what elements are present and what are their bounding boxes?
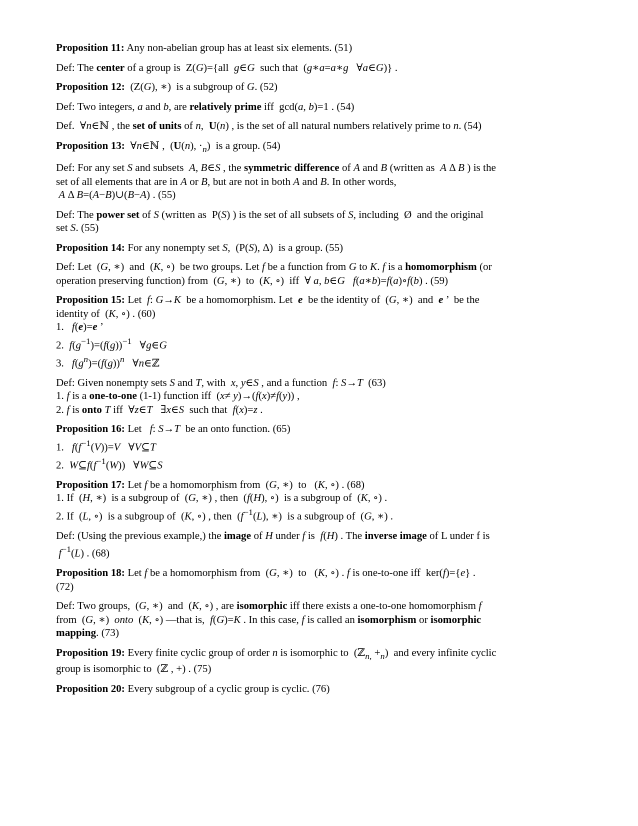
- text-line: 2. If (L, ∘) is a subgroup of (K, ∘) , then ($f^{-1}(L)$, ∗) is a subgroup of (G, ∗) .: [56, 506, 394, 523]
- paragraph: [56, 120, 582, 134]
- text-line: mapping. (73): [56, 628, 119, 640]
- paragraph: [56, 162, 582, 203]
- paragraph: [56, 423, 582, 473]
- paragraph: [56, 377, 582, 418]
- text-line: 1. f is a one-to-one (1-1) function iff (x≠ y)→(f(x)≠f(y)) ,: [56, 391, 300, 403]
- paragraph: [56, 683, 582, 697]
- text-line: Def: The power set of S (written as P(S) ) is the set of all subsets of S, including Ø and the original: [56, 209, 484, 221]
- text-line: $f^{-1}(L)$ . (68): [58, 544, 110, 560]
- text-line: 3. $f(g^n)=(f(g))^n$ ∀n∈ℤ: [56, 353, 160, 370]
- text-line: Proposition 20: Every subgroup of a cyclic group is cyclic. (76): [56, 683, 330, 695]
- text-line: operation preserving function) from (G, ∗) to (K, ∘) iff ∀ a, b∈G f(a∗b)=f(a)∘f(b) . (59): [56, 275, 449, 287]
- text-line: Proposition 14: For any nonempty set S, (P(S), Δ) is a group. (55): [56, 242, 344, 254]
- text-line: 1. $f(f^{-1}(V))=V$ ∀V⊆T: [56, 437, 156, 454]
- text-line: set S. (55): [56, 223, 99, 235]
- paragraph: [56, 294, 582, 371]
- paragraph: [56, 101, 582, 115]
- text-line: Def: Two groups, (G, ∗) and (K, ∘) , are isomorphic iff there exists a one-to-one homomorphism f: [56, 601, 482, 613]
- paragraph: [56, 42, 582, 56]
- text-line: Def: The center of a group is Z(G)={all g∈G such that (g∗a=a∗g ∀a∈G)} .: [56, 62, 398, 74]
- text-line: Proposition 17: Let f be a homomorphism from (G, ∗) to (K, ∘) . (68): [56, 479, 365, 491]
- paragraph: [56, 479, 582, 524]
- text-line: identity of (K, ∘) . (60): [56, 308, 156, 320]
- text-line: Proposition 12: (Z(G), ∗) is a subgroup of G. (52): [56, 82, 278, 93]
- text-line: A Δ B=(A−B)∪(B−A) . (55): [58, 190, 176, 202]
- text-line: (72): [56, 581, 74, 593]
- paragraph: [56, 600, 582, 641]
- paragraph: [56, 81, 582, 95]
- paragraph: [56, 209, 582, 236]
- text-line: Def: For any set S and subsets A, B∈S , the symmetric difference of A and B (written as A Δ B ) is the: [56, 163, 496, 175]
- paragraph: [56, 647, 582, 677]
- text-line: Def. ∀n∈ℕ , the set of units of n, U(n) , is the set of all natural numbers relatively prime to n. (54): [56, 121, 482, 132]
- paragraph: [56, 567, 582, 594]
- paragraph: [56, 62, 582, 76]
- text-line: 2. f is onto T iff ∀z∈T ∃x∈S such that f(x)=z .: [56, 404, 263, 416]
- text-line: 1. f(e)=e ’: [56, 322, 104, 334]
- paragraph: [56, 140, 582, 157]
- text-line: 1. If (H, ∗) is a subgroup of (G, ∗) , then (f(H), ∘) is a subgroup of (K, ∘) .: [56, 493, 388, 505]
- text-line: Def: (Using the previous example,) the image of H under f is f(H) . The inverse image of L under f is: [56, 530, 490, 542]
- text-line: 2. $W⊆f(f^{-1}(W))$ ∀W⊆S: [56, 455, 163, 472]
- text-line: group is isomorphic to (ℤ , +) . (75): [56, 664, 212, 676]
- text-line: set of all elements that are in A or B, but are not in both A and B. In other words,: [56, 176, 397, 188]
- paragraph: [56, 242, 582, 256]
- paragraph: [56, 530, 582, 562]
- paragraph: [56, 261, 582, 288]
- text-line: 2. $f(g^{-1})=(f(g))^{-1}$ ∀g∈G: [56, 335, 167, 352]
- text-line: Proposition 19: Every finite cyclic group of order n is isomorphic to (ℤ$_{n,}$ $+_n$) and every infinite cyclic: [56, 647, 497, 661]
- text-line: Proposition 15: Let f: G→K be a homomorphism. Let e be the identity of (G, ∗) and e ’ be the: [56, 295, 480, 307]
- text-line: Proposition 11: Any non-abelian group has at least six elements. (51): [56, 43, 353, 54]
- text-line: from (G, ∗) onto (K, ∘) —that is, f(G)=K . In this case, f is called an isomorphism or isomorphic: [56, 614, 482, 626]
- text-line: Def: Let (G, ∗) and (K, ∘) be two groups. Let f be a function from G to K. f is a homomorphism (or: [56, 262, 492, 274]
- text-line: Proposition 18: Let f be a homomorphism from (G, ∗) to (K, ∘) . f is one-to-one iff ker(f)={e} .: [56, 568, 476, 580]
- text-line: Proposition 13: ∀n∈ℕ , (U(n), $\cdot_n$) is a group. (54): [56, 140, 281, 154]
- text-line: Proposition 16: Let f: S→T be an onto function. (65): [56, 424, 291, 436]
- text-line: Def: Given nonempty sets S and T, with x, y∈S , and a function f: S→T (63): [56, 377, 386, 389]
- text-line: Def: Two integers, a and b, are relatively prime iff gcd(a, b)=1 . (54): [56, 101, 355, 113]
